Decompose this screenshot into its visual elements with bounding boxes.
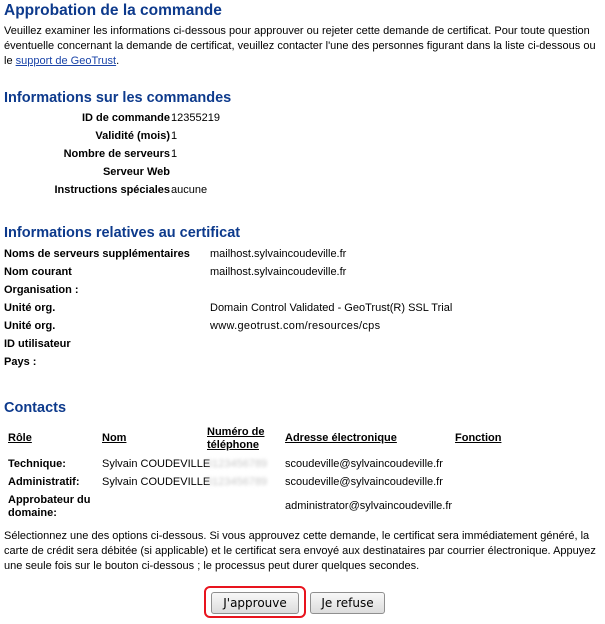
order-id-value: 12355219	[171, 112, 220, 124]
additional-servers-label: Noms de serveurs supplémentaires	[4, 248, 190, 260]
server-count-value: 1	[171, 148, 178, 160]
order-id-label: ID de commande	[81, 112, 170, 124]
contact-role-admin: Administratif:	[8, 476, 80, 488]
cert-row-org-unit-1	[4, 302, 55, 314]
special-instructions-label: Instructions spéciales	[54, 184, 170, 196]
approve-button[interactable]: J'approuve	[211, 592, 299, 614]
contact-name-technical: Sylvain COUDEVILLE	[102, 458, 211, 470]
user-id-label: ID utilisateur	[4, 338, 71, 350]
col-phone-header	[207, 426, 264, 452]
org-unit-label-2: Unité org.	[4, 320, 56, 332]
cert-info-heading: Informations relatives au certificat	[4, 225, 241, 241]
org-unit-label-1: Unité org.	[4, 302, 56, 314]
intro-trailing: .	[116, 55, 120, 67]
cert-row-org-unit-2	[4, 320, 55, 332]
contact-email-domain-approver: administrator@sylvaincoudeville.fr	[285, 500, 453, 512]
col-phone-header-line1: Numéro de	[207, 426, 265, 438]
server-count-label: Nombre de serveurs	[63, 148, 170, 160]
contact-email-admin: scoudeville@sylvaincoudeville.fr	[285, 476, 443, 488]
cert-row-additional-servers	[4, 248, 190, 260]
instructions-paragraph: Sélectionnez une des options ci-dessous. Si vous approuvez cette demande, le certificat sera immédiatement généré, la carte de crédit sera débitée (si applicable) et le certificat sera envoyé aux destinataires par courrier électronique. Appuyez une seule fois sur le bouton ci-dessous ; le processus peut durer quelques secondes.	[4, 530, 596, 572]
page-title: Approbation de la commande	[4, 2, 222, 19]
validity-value: 1	[171, 130, 178, 142]
cert-row-user-id	[4, 338, 71, 350]
cert-row-common-name	[4, 266, 72, 278]
order-info-heading: Informations sur les commandes	[4, 90, 232, 106]
common-name-value: mailhost.sylvaincoudeville.fr	[210, 266, 347, 278]
contact-name-admin: Sylvain COUDEVILLE	[102, 476, 211, 488]
col-role-header: Rôle	[8, 432, 32, 444]
contact-phone-technical: 0123456789	[206, 458, 268, 470]
special-instructions-value: aucune	[171, 184, 208, 196]
contact-role-domain-approver-line2: domaine:	[8, 507, 57, 519]
validity-label: Validité (mois)	[95, 130, 170, 142]
contact-phone-admin: 0123456789	[206, 476, 268, 488]
country-label: Pays :	[4, 356, 37, 368]
additional-servers-value: mailhost.sylvaincoudeville.fr	[210, 248, 347, 260]
col-name-header: Nom	[102, 432, 127, 444]
contacts-heading: Contacts	[4, 400, 67, 416]
cert-row-country	[4, 356, 36, 368]
geotrust-support-link[interactable]: support de GeoTrust	[15, 55, 117, 67]
contact-role-domain-approver	[8, 494, 91, 520]
cert-row-organization	[4, 284, 79, 296]
web-server-label: Serveur Web	[102, 166, 170, 178]
col-phone-header-line2: téléphone	[207, 439, 259, 451]
contact-role-domain-approver-line1: Approbateur du	[8, 494, 91, 506]
organization-label: Organisation :	[4, 284, 79, 296]
intro-paragraph	[4, 24, 600, 69]
common-name-label: Nom courant	[4, 266, 72, 278]
org-unit-value-2: www.geotrust.com/resources/cps	[210, 320, 381, 332]
col-function-header: Fonction	[455, 432, 502, 444]
refuse-button[interactable]: Je refuse	[310, 592, 385, 614]
col-email-header: Adresse électronique	[285, 432, 397, 444]
contact-role-technical: Technique:	[8, 458, 66, 470]
intro-text: Veuillez examiner les informations ci-dessous pour approuver ou rejeter cette demande de certificat. Pour toute question éventuelle concernant la demande de certificat, veuillez contacter l'une des personnes figurant dans la liste ci-dessous ou le	[4, 25, 596, 67]
contact-email-technical: scoudeville@sylvaincoudeville.fr	[285, 458, 443, 470]
org-unit-value-1: Domain Control Validated - GeoTrust(R) SSL Trial	[210, 302, 453, 314]
